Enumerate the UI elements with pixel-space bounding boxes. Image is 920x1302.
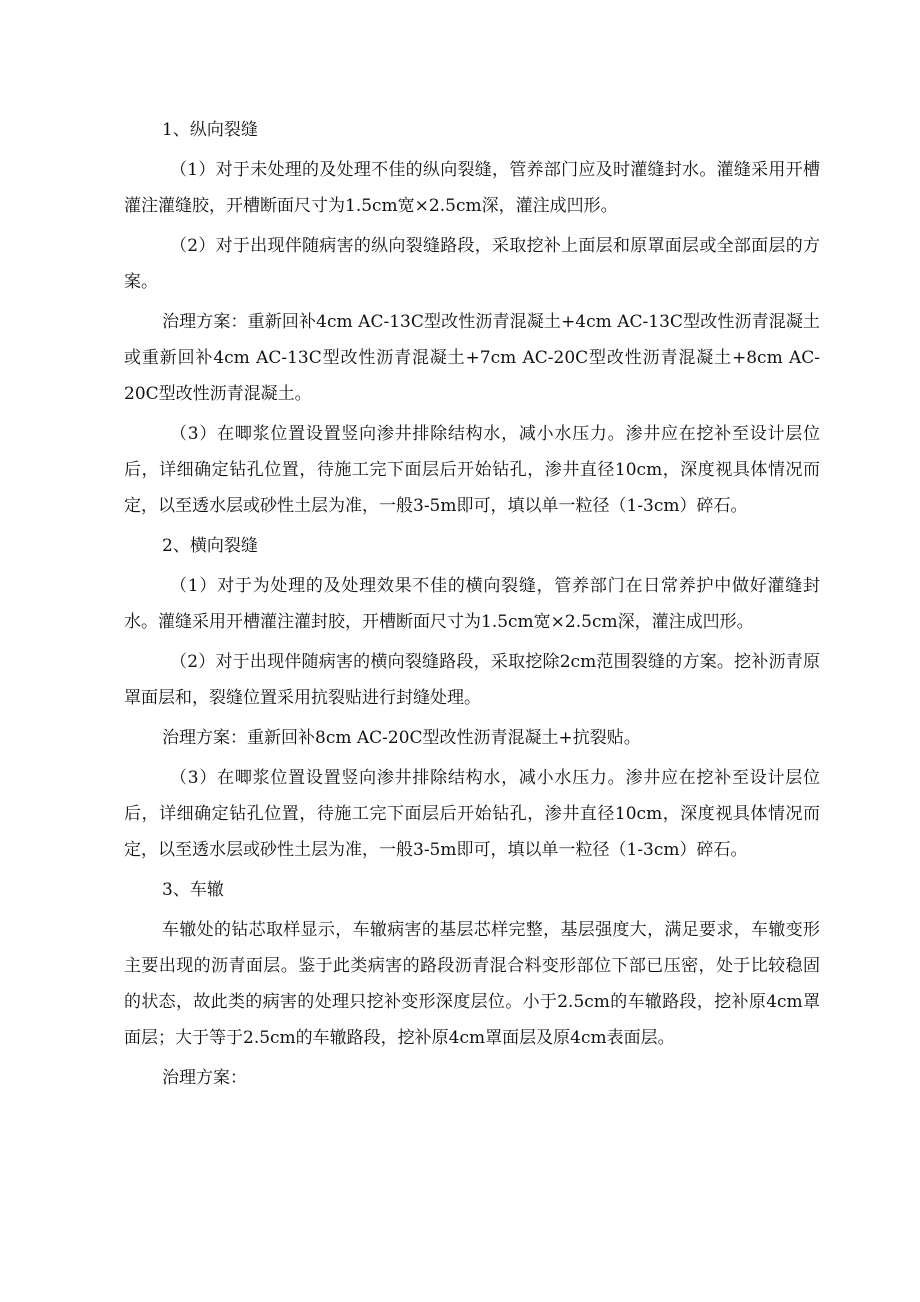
section-heading-longitudinal-cracks: 1、纵向裂缝: [162, 120, 258, 140]
paragraph-transverse-item-1: （1）对于为处理的及处理效果不佳的横向裂缝，管养部门在日常养护中做好灌缝封水。灌缝采用开槽灌注灌封胶，开槽断面尺寸为1.5cm宽×2.5cm深，灌注成凹形。: [124, 576, 820, 632]
paragraph-transverse-item-2: （2）对于出现伴随病害的横向裂缝路段，采取挖除2cm范围裂缝的方案。挖补沥青原罩面层和，裂缝位置采用抗裂贴进行封缝处理。: [124, 652, 820, 708]
paragraph-rutting-treatment: 治理方案：: [162, 1068, 247, 1088]
section-heading-transverse-cracks: 2、横向裂缝: [162, 536, 258, 556]
paragraph-longitudinal-item-3: （3）在唧浆位置设置竖向渗井排除结构水，减小水压力。渗井应在挖补至设计层位后，详细确定钻孔位置，待施工完下面层后开始钻孔，渗井直径10cm，深度视具体情况而定，以至透水层或砂性土层为准，一般3-5m即可，填以单一粒径（1-3cm）碎石。: [124, 424, 820, 516]
paragraph-transverse-item-3: （3）在唧浆位置设置竖向渗井排除结构水，减小水压力。渗井应在挖补至设计层位后，详细确定钻孔位置，待施工完下面层后开始钻孔，渗井直径10cm，深度视具体情况而定，以至透水层或砂性土层为准，一般3-5m即可，填以单一粒径（1-3cm）碎石。: [124, 768, 820, 860]
document-body: [124, 112, 820, 1096]
paragraph-longitudinal-item-1: （1）对于未处理的及处理不佳的纵向裂缝，管养部门应及时灌缝封水。灌缝采用开槽灌注灌缝胶，开槽断面尺寸为1.5cm宽×2.5cm深，灌注成凹形。: [124, 160, 820, 216]
paragraph-longitudinal-item-2: （2）对于出现伴随病害的纵向裂缝路段，采取挖补上面层和原罩面层或全部面层的方案。: [124, 236, 820, 292]
paragraph-transverse-treatment: 治理方案：重新回补8cm AC-20C型改性沥青混凝土+抗裂贴。: [162, 728, 641, 748]
section-heading-rutting: 3、车辙: [162, 880, 224, 900]
paragraph-longitudinal-treatment: 治理方案：重新回补4cm AC-13C型改性沥青混凝土+4cm AC-13C型改性沥青混凝土或重新回补4cm AC-13C型改性沥青混凝土+7cm AC-20C型改性沥青混凝土+8cm AC-20C型改性沥青混凝土。: [124, 312, 820, 404]
paragraph-rutting-description: 车辙处的钻芯取样显示，车辙病害的基层芯样完整，基层强度大，满足要求，车辙变形主要出现的沥青面层。鉴于此类病害的路段沥青混合料变形部位下部已压密，处于比较稳固的状态，故此类的病害的处理只挖补变形深度层位。小于2.5cm的车辙路段，挖补原4cm罩面层；大于等于2.5cm的车辙路段，挖补原4cm罩面层及原4cm表面层。: [124, 920, 820, 1048]
